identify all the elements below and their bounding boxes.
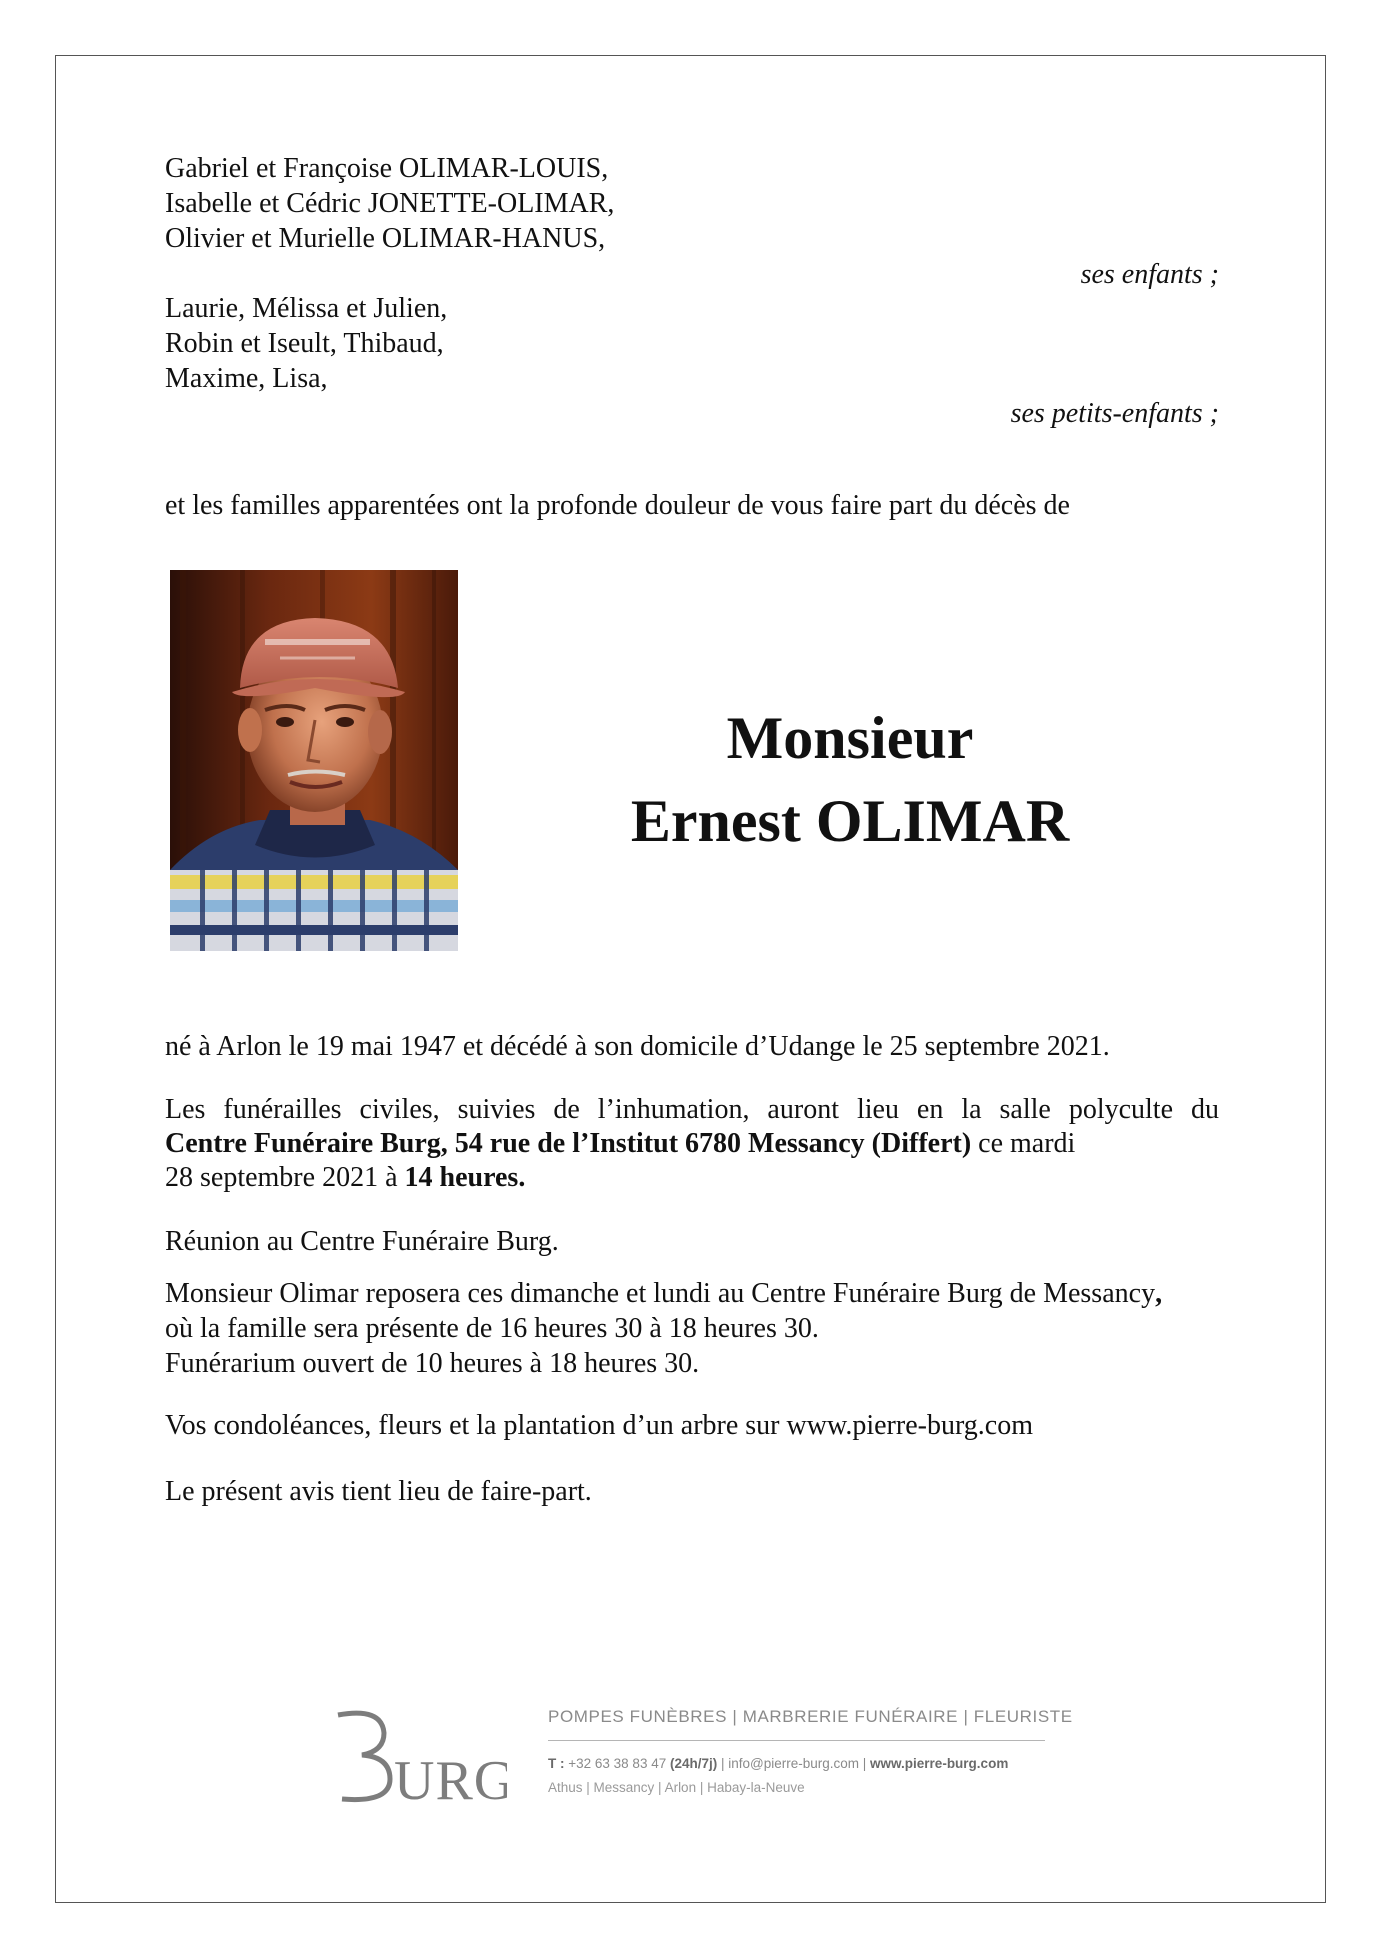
deceased-title: Monsieur	[726, 705, 974, 771]
footer-contact	[548, 1756, 1008, 1771]
funeral-time: 14 heures.	[404, 1162, 526, 1193]
condolences-line: Vos condoléances, fleurs et la plantation d’un arbre sur www.pierre-burg.com	[165, 1410, 1033, 1441]
notice-line: Le présent avis tient lieu de faire-part.	[165, 1476, 592, 1507]
grandchild-line-3: Maxime, Lisa,	[165, 363, 328, 394]
funeral-line-1: Les funérailles civiles, suivies de l’inhumation, auront lieu en la salle polyculte du	[165, 1094, 1219, 1125]
grandchild-line-1: Laurie, Mélissa et Julien,	[165, 293, 448, 324]
announcement: et les familles apparentées ont la profonde douleur de vous faire part du décès de	[165, 490, 1070, 521]
reunion-line: Réunion au Centre Funéraire Burg.	[165, 1226, 559, 1257]
visit-line-3: Funérarium ouvert de 10 heures à 18 heures 30.	[165, 1348, 700, 1379]
funeral-date: 28 septembre 2021 à	[165, 1162, 405, 1193]
visit-comma: ,	[1155, 1278, 1163, 1309]
email-link[interactable]: info@pierre-burg.com	[728, 1756, 860, 1771]
visit-line-1	[165, 1277, 1162, 1311]
grandchildren-label: ses petits-enfants ;	[1010, 398, 1219, 429]
portrait-photo	[170, 570, 458, 951]
footer-services: POMPES FUNÈBRES | MARBRERIE FUNÉRAIRE | FLEURISTE	[548, 1707, 1073, 1726]
child-line-1: Gabriel et Françoise OLIMAR-LOUIS,	[165, 153, 609, 184]
birth-death-line: né à Arlon le 19 mai 1947 et décédé à son domicile d’Udange le 25 septembre 2021.	[165, 1031, 1110, 1062]
funeral-line-3	[165, 1161, 525, 1195]
separator: |	[717, 1756, 729, 1771]
child-line-2: Isabelle et Cédric JONETTE-OLIMAR,	[165, 188, 615, 219]
phone-hours: (24h/7j)	[669, 1756, 718, 1771]
website-link[interactable]: www.pierre-burg.com	[870, 1756, 1009, 1771]
child-line-3: Olivier et Murielle OLIMAR-HANUS,	[165, 223, 606, 254]
phone-prefix: T :	[548, 1756, 569, 1771]
footer-cities: Athus | Messancy | Arlon | Habay-la-Neuve	[548, 1780, 805, 1795]
funeral-place: Centre Funéraire Burg, 54 rue de l’Institut 6780 Messancy (Differt)	[165, 1128, 972, 1159]
children-label: ses enfants ;	[1080, 259, 1219, 290]
footer-divider	[548, 1740, 1045, 1741]
grandchild-line-2: Robin et Iseult, Thibaud,	[165, 328, 444, 359]
visit-line-2: où la famille sera présente de 16 heures 30 à 18 heures 30.	[165, 1313, 819, 1344]
deceased-name: Ernest OLIMAR	[630, 788, 1070, 854]
separator: |	[859, 1756, 871, 1771]
burg-logo	[332, 1705, 507, 1805]
funeral-day: ce mardi	[971, 1128, 1076, 1159]
visit-text: Monsieur Olimar reposera ces dimanche et lundi au Centre Funéraire Burg de Messancy	[165, 1278, 1156, 1309]
phone-number[interactable]: +32 63 38 83 47	[568, 1756, 667, 1771]
funeral-line-2	[165, 1127, 1075, 1161]
svg-text:URG: URG	[394, 1750, 507, 1805]
